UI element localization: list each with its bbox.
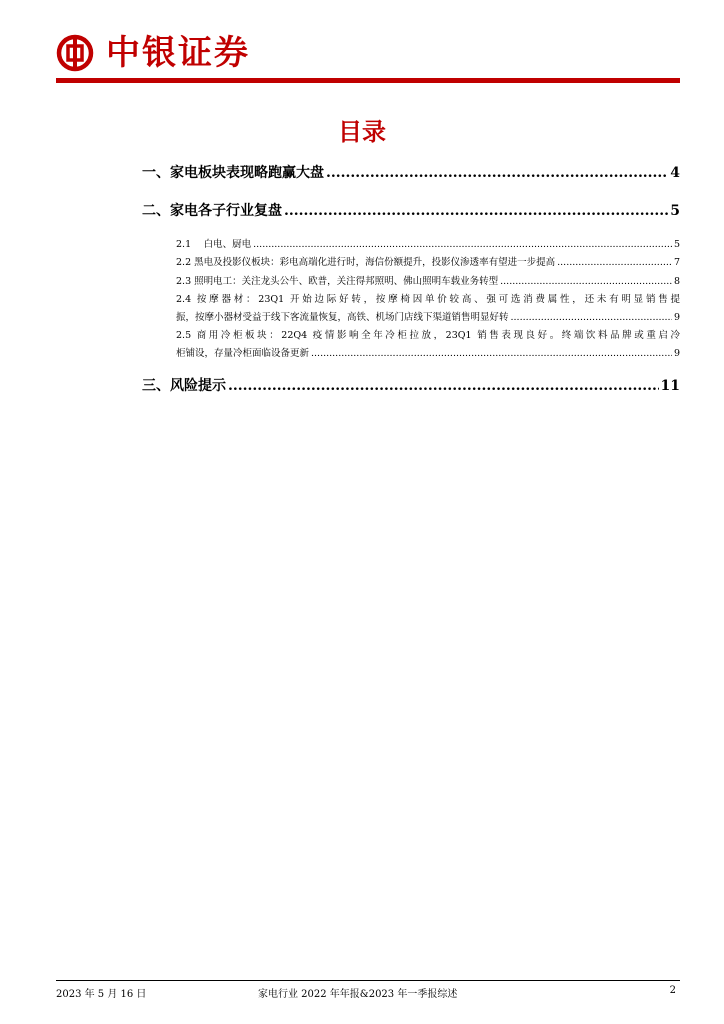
- toc-page: 4: [670, 165, 680, 181]
- toc-page: 5: [673, 239, 680, 250]
- footer-page-number: 2: [669, 985, 676, 996]
- toc-item-2-4[interactable]: [176, 291, 680, 327]
- toc-label: 2.1 白电、厨电: [176, 239, 252, 250]
- footer-doc-title: 家电行业 2022 年年报&2023 年一季报综述: [258, 989, 458, 1000]
- toc-leader: [253, 239, 672, 250]
- toc-leader: [228, 378, 659, 394]
- toc-label-line-1: 2.4 按摩器材：23Q1 开始边际好转，按摩椅因单价较高、强可选消费属性，还未有明显销售提: [176, 294, 680, 305]
- toc-item-2-2[interactable]: [176, 254, 680, 268]
- footer-date: 2023 年 5 月 16 日: [56, 989, 147, 1000]
- toc-page: 8: [673, 276, 680, 287]
- header-rule: [56, 78, 680, 83]
- toc-item-2-5[interactable]: [176, 327, 680, 363]
- toc-leader: [326, 165, 668, 181]
- toc-item-2-1[interactable]: [176, 236, 680, 250]
- toc-item-section-1[interactable]: [142, 162, 680, 182]
- toc-leader: [500, 276, 672, 287]
- toc-leader: [557, 257, 672, 268]
- footer-rule: [56, 980, 680, 981]
- toc-label-line-1: 2.5 商用冷柜板块：22Q4 疫情影响全年冷柜拉放，23Q1 销售表现良好。终端饮料品牌或重启冷: [176, 330, 680, 341]
- toc-item-section-3[interactable]: [142, 375, 680, 395]
- toc-label: 2.2 黑电及投影仪板块：彩电高端化进行时，海信份额提升，投影仪渗透率有望进一步提高: [176, 257, 556, 268]
- toc-page: 11: [660, 378, 680, 394]
- toc-label: 三、风险提示: [142, 378, 226, 394]
- toc-label: 2.3 照明电工：关注龙头公牛、欧普，关注得邦照明、佛山照明车载业务转型: [176, 276, 499, 287]
- toc-page: 9: [673, 348, 680, 359]
- toc-page: 5: [670, 203, 680, 219]
- brand-name: 中银证券: [106, 33, 250, 73]
- toc-page: 9: [673, 312, 680, 323]
- header: [56, 34, 680, 74]
- page-title: 目录: [338, 118, 386, 146]
- toc-leader: [284, 203, 668, 219]
- toc-leader: [511, 309, 672, 327]
- toc-label: 一、家电板块表现略跑赢大盘: [142, 165, 324, 181]
- toc-item-2-3[interactable]: [176, 273, 680, 287]
- toc-page: 7: [673, 257, 680, 268]
- toc-label-line-2: 振，按摩小器材受益于线下客流量恢复，高铁、机场门店线下渠道销售明显好转: [176, 312, 509, 323]
- toc-label-line-2: 柜铺设，存量冷柜面临设备更新: [176, 348, 310, 359]
- toc-item-section-2[interactable]: [142, 200, 680, 220]
- toc-label: 二、家电各子行业复盘: [142, 203, 282, 219]
- bank-of-china-logo-icon: [56, 34, 94, 72]
- toc-leader: [311, 345, 672, 363]
